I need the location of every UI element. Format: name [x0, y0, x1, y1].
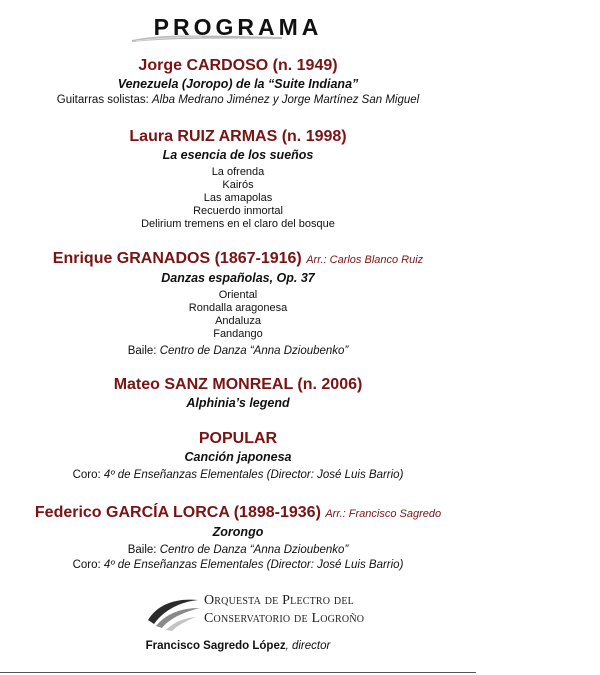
composer-name: Enrique GRANADOS (1867-1916) — [52, 250, 302, 267]
work-title: Zorongo — [212, 525, 264, 539]
orchestra-emblem-icon — [146, 590, 202, 632]
program-item-sanz-monreal — [0, 375, 476, 411]
orchestra-name: Orquesta de Plectro del Conservatorio de Logroño — [204, 593, 365, 626]
composer-line — [0, 249, 476, 270]
director-role: , director — [285, 640, 331, 652]
movement: Las amapolas — [203, 192, 273, 204]
movement: Andaluza — [215, 315, 261, 327]
work-title: Danzas españolas, Op. 37 — [161, 271, 315, 285]
composer-line — [0, 503, 476, 524]
work-title: Alphinia’s legend — [186, 396, 290, 410]
program-item-ruiz-armas — [0, 127, 476, 231]
program-heading — [0, 14, 476, 41]
orchestra-logo — [146, 590, 366, 632]
work-title: Venezuela (Joropo) de la “Suite Indiana” — [117, 77, 359, 91]
movement: Rondalla aragonesa — [188, 302, 288, 314]
movement: Oriental — [218, 289, 258, 301]
program-item-garcia-lorca — [0, 503, 476, 573]
program-item-popular — [0, 429, 476, 483]
director-credit — [0, 640, 476, 652]
choir-credit: Coro: 4º de Enseñanzas Elementales (Director: José Luis Barrio) — [72, 559, 404, 571]
movement: Kairós — [222, 179, 254, 191]
composer-name: Mateo SANZ MONREAL (n. 2006) — [113, 376, 363, 393]
program-item-cardoso — [0, 56, 476, 108]
work-title: Canción japonesa — [184, 450, 292, 464]
arranger: Arr.: Francisco Sagredo — [325, 508, 442, 520]
composer-name: POPULAR — [198, 430, 278, 447]
arranger: Arr.: Carlos Blanco Ruiz — [306, 254, 424, 266]
movement: Fandango — [213, 328, 263, 340]
choir-credit: Coro: 4º de Enseñanzas Elementales (Director: José Luis Barrio) — [72, 469, 404, 481]
program-item-granados — [0, 249, 476, 359]
performer-credit: Guitarras solistas: Alba Medrano Jiménez y Jorge Martínez San Miguel — [56, 94, 420, 106]
dance-credit: Baile: Centro de Danza “Anna Dzioubenko” — [127, 345, 349, 357]
movement: Delirium tremens en el claro del bosque — [141, 218, 335, 230]
movement: Recuerdo inmortal — [193, 205, 283, 217]
page-title: PROGRAMA — [153, 14, 323, 40]
bottom-divider — [0, 672, 476, 673]
composer-name: Jorge CARDOSO (n. 1949) — [138, 57, 338, 74]
work-title: La esencia de los sueños — [162, 148, 314, 162]
director-name: Francisco Sagredo López — [145, 640, 286, 652]
composer-name: Federico GARCÍA LORCA (1898-1936) — [34, 504, 321, 521]
dance-credit: Baile: Centro de Danza “Anna Dzioubenko” — [127, 544, 349, 556]
composer-name: Laura RUIZ ARMAS (n. 1998) — [129, 128, 347, 145]
movement: La ofrenda — [211, 166, 265, 178]
